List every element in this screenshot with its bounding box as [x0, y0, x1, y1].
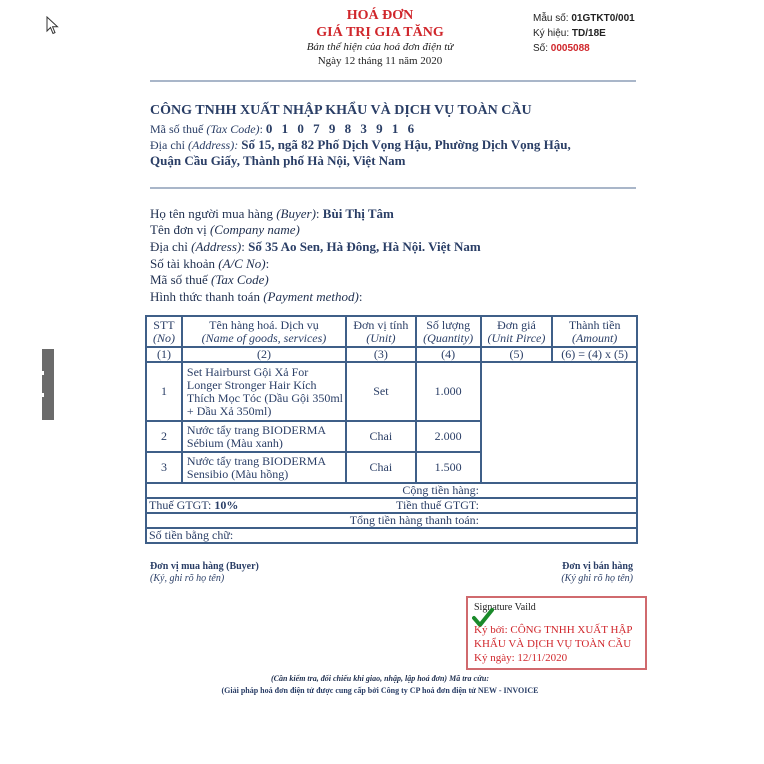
index-cell: (1) — [146, 347, 182, 362]
subtotal-row — [146, 483, 637, 498]
header-quantity: Số lượng (Quantity) — [416, 316, 481, 347]
buyer-address-label: Địa chỉ — [150, 239, 188, 254]
header-unit-price: Đơn giá (Unit Pirce) — [481, 316, 553, 347]
symbol-value: TD/18E — [571, 28, 606, 39]
subtotal-cell — [146, 483, 637, 498]
symbol — [533, 28, 606, 40]
side-panel-handle[interactable] — [42, 349, 54, 420]
invoice-title-2: GIÁ TRỊ GIA TĂNG — [316, 25, 444, 40]
header-amount: Thành tiền (Amount) — [552, 316, 637, 347]
form-number — [533, 13, 635, 25]
invoice-number — [533, 43, 590, 55]
buyer-tax-code — [150, 272, 269, 288]
buyer-address-value: Số 35 Ao Sen, Hà Đông, Hà Nội. Việt Nam — [248, 239, 481, 254]
row-name: Nước tẩy trang BIODERMA Sensibio (Màu hồng) — [182, 452, 346, 483]
seller-name: CÔNG TNHH XUẤT NHẬP KHẨU VÀ DỊCH VỤ TOÀN CẦU — [150, 103, 532, 118]
buyer-address-label-en: (Address) — [191, 239, 242, 254]
account-label-en: (A/C No) — [218, 256, 266, 271]
form-value: 01GTKT0/001 — [571, 13, 635, 24]
row-name: Set Hairburst Gội Xả For Longer Stronger Hair Kích Thích Mọc Tóc (Dầu Gội 350ml + Dầu Xả 350ml) — [182, 362, 346, 421]
seller-address-2 — [150, 153, 406, 169]
subtotal-label: Cộng tiền hàng: — [402, 483, 479, 497]
buyer-account: Số tài khoản (A/C No): — [150, 256, 270, 271]
amount-in-words-row — [146, 528, 637, 543]
index-cell: (5) — [481, 347, 553, 362]
row-no: 1 — [146, 362, 182, 421]
signature-valid-text: Signature Vaild — [474, 602, 536, 613]
table-row — [146, 362, 637, 421]
total-cell — [146, 513, 637, 528]
buyer-tax-label: Mã số thuế — [150, 272, 208, 287]
vat-amount-label: Tiền thuế GTGT: — [396, 498, 479, 512]
buyer-name-value: Bùi Thị Tâm — [322, 206, 394, 221]
vat-rate — [149, 499, 249, 512]
number-value: 0005088 — [550, 43, 590, 54]
row-quantity: 2.000 — [416, 421, 481, 452]
account-label: Số tài khoản — [150, 256, 215, 271]
row-unit: Chai — [346, 421, 416, 452]
row-unit: Set — [346, 362, 416, 421]
index-cell: (6) = (4) x (5) — [552, 347, 637, 362]
header-name: Tên hàng hoá. Dịch vụ (Name of goods, services) — [182, 316, 346, 347]
address-label: Địa chỉ — [150, 138, 185, 152]
total-label: Tổng tiền hàng thanh toán: — [349, 513, 479, 527]
row-no: 3 — [146, 452, 182, 483]
row-quantity: 1.500 — [416, 452, 481, 483]
buyer-sign-label: Đơn vị mua hàng (Buyer) — [150, 561, 259, 572]
company-label: Tên đơn vị — [150, 222, 207, 237]
buyer-company — [150, 222, 300, 238]
seller-address — [150, 137, 571, 153]
row-quantity: 1.000 — [416, 362, 481, 421]
divider — [150, 80, 636, 82]
buyer-sign-hint: (Ký, ghi rõ họ tên) — [150, 573, 225, 584]
invoice-subtitle: Bản thể hiện của hoá đơn điện tử — [306, 41, 454, 53]
tax-label-en: (Tax Code) — [206, 122, 260, 136]
number-label: Số: — [533, 43, 549, 54]
buyer-tax-label-en: (Tax Code) — [211, 272, 269, 287]
price-amount-cell — [481, 362, 637, 483]
vat-rate-label: Thuế GTGT: — [149, 498, 212, 512]
address-label-en: (Address): — [188, 138, 239, 152]
index-cell: (2) — [182, 347, 346, 362]
seller-sign-hint: (Ký ghi rõ họ tên) — [561, 573, 633, 584]
buyer-name-label-en: (Buyer) — [276, 206, 316, 221]
footer-provider-note: (Giải pháp hoá đơn điện tử được cung cấp bởi Công ty CP hoá đơn điện tử NEW - INVOICE — [221, 686, 539, 695]
seller-tax-code: Mã số thuế (Tax Code): 0 1 0 7 9 8 3 9 1 6 — [150, 121, 418, 136]
index-cell: (3) — [346, 347, 416, 362]
row-name: Nước tẩy trang BIODERMA Sébium (Màu xanh) — [182, 421, 346, 452]
vat-rate-value: 10% — [214, 498, 239, 512]
buyer-address: Địa chỉ (Address): Số 35 Ao Sen, Hà Đông, Hà Nội. Việt Nam — [150, 239, 481, 254]
header-no: STT (No) — [146, 316, 182, 347]
signed-by-2: KHẨU VÀ DỊCH VỤ TOÀN CẦU — [474, 638, 632, 650]
index-cell: (4) — [416, 347, 481, 362]
vat-row — [146, 498, 637, 513]
header-unit: Đơn vị tính (Unit) — [346, 316, 416, 347]
amount-in-words-label: Số tiền bằng chữ: — [146, 528, 637, 543]
signed-date: Ký ngày: 12/11/2020 — [474, 652, 568, 664]
buyer-payment-method: Hình thức thanh toán (Payment method): — [150, 289, 363, 304]
divider — [150, 187, 636, 189]
signed-by: Ký bởi: CÔNG TNHH XUẤT HẬP — [474, 624, 633, 636]
table-header-row — [146, 316, 637, 347]
seller-sign-label: Đơn vị bán hàng — [562, 561, 633, 572]
invoice-title: HOÁ ĐƠN — [346, 8, 414, 23]
mouse-cursor-icon — [46, 16, 60, 36]
digital-signature-stamp[interactable] — [466, 596, 647, 670]
buyer-name: Họ tên người mua hàng (Buyer): Bùi Thị Tâm — [150, 206, 394, 221]
payment-label-en: (Payment method) — [263, 289, 359, 304]
vat-cell — [146, 498, 637, 513]
payment-label: Hình thức thanh toán — [150, 289, 260, 304]
items-table — [145, 315, 638, 544]
invoice-date: Ngày 12 tháng 11 năm 2020 — [317, 55, 443, 67]
total-row — [146, 513, 637, 528]
address-line-1: Số 15, ngã 82 Phố Dịch Vọng Hậu, Phường Dịch Vọng Hậu, — [241, 137, 571, 152]
footer-lookup-note: (Cần kiểm tra, đối chiếu khi giao, nhập, lập hoá đơn) Mã tra cứu: — [270, 674, 489, 683]
index-row — [146, 347, 637, 362]
tax-value: 0 1 0 7 9 8 3 9 1 6 — [265, 121, 418, 136]
address-line-2: Quận Cầu Giấy, Thành phố Hà Nội, Việt Nam — [150, 153, 406, 168]
tax-label: Mã số thuế — [150, 122, 204, 136]
symbol-label: Ký hiệu: — [533, 28, 570, 39]
buyer-name-label: Họ tên người mua hàng — [150, 206, 273, 221]
row-no: 2 — [146, 421, 182, 452]
company-label-en: (Company name) — [209, 222, 300, 237]
row-unit: Chai — [346, 452, 416, 483]
form-label: Mẫu số: — [533, 13, 569, 24]
